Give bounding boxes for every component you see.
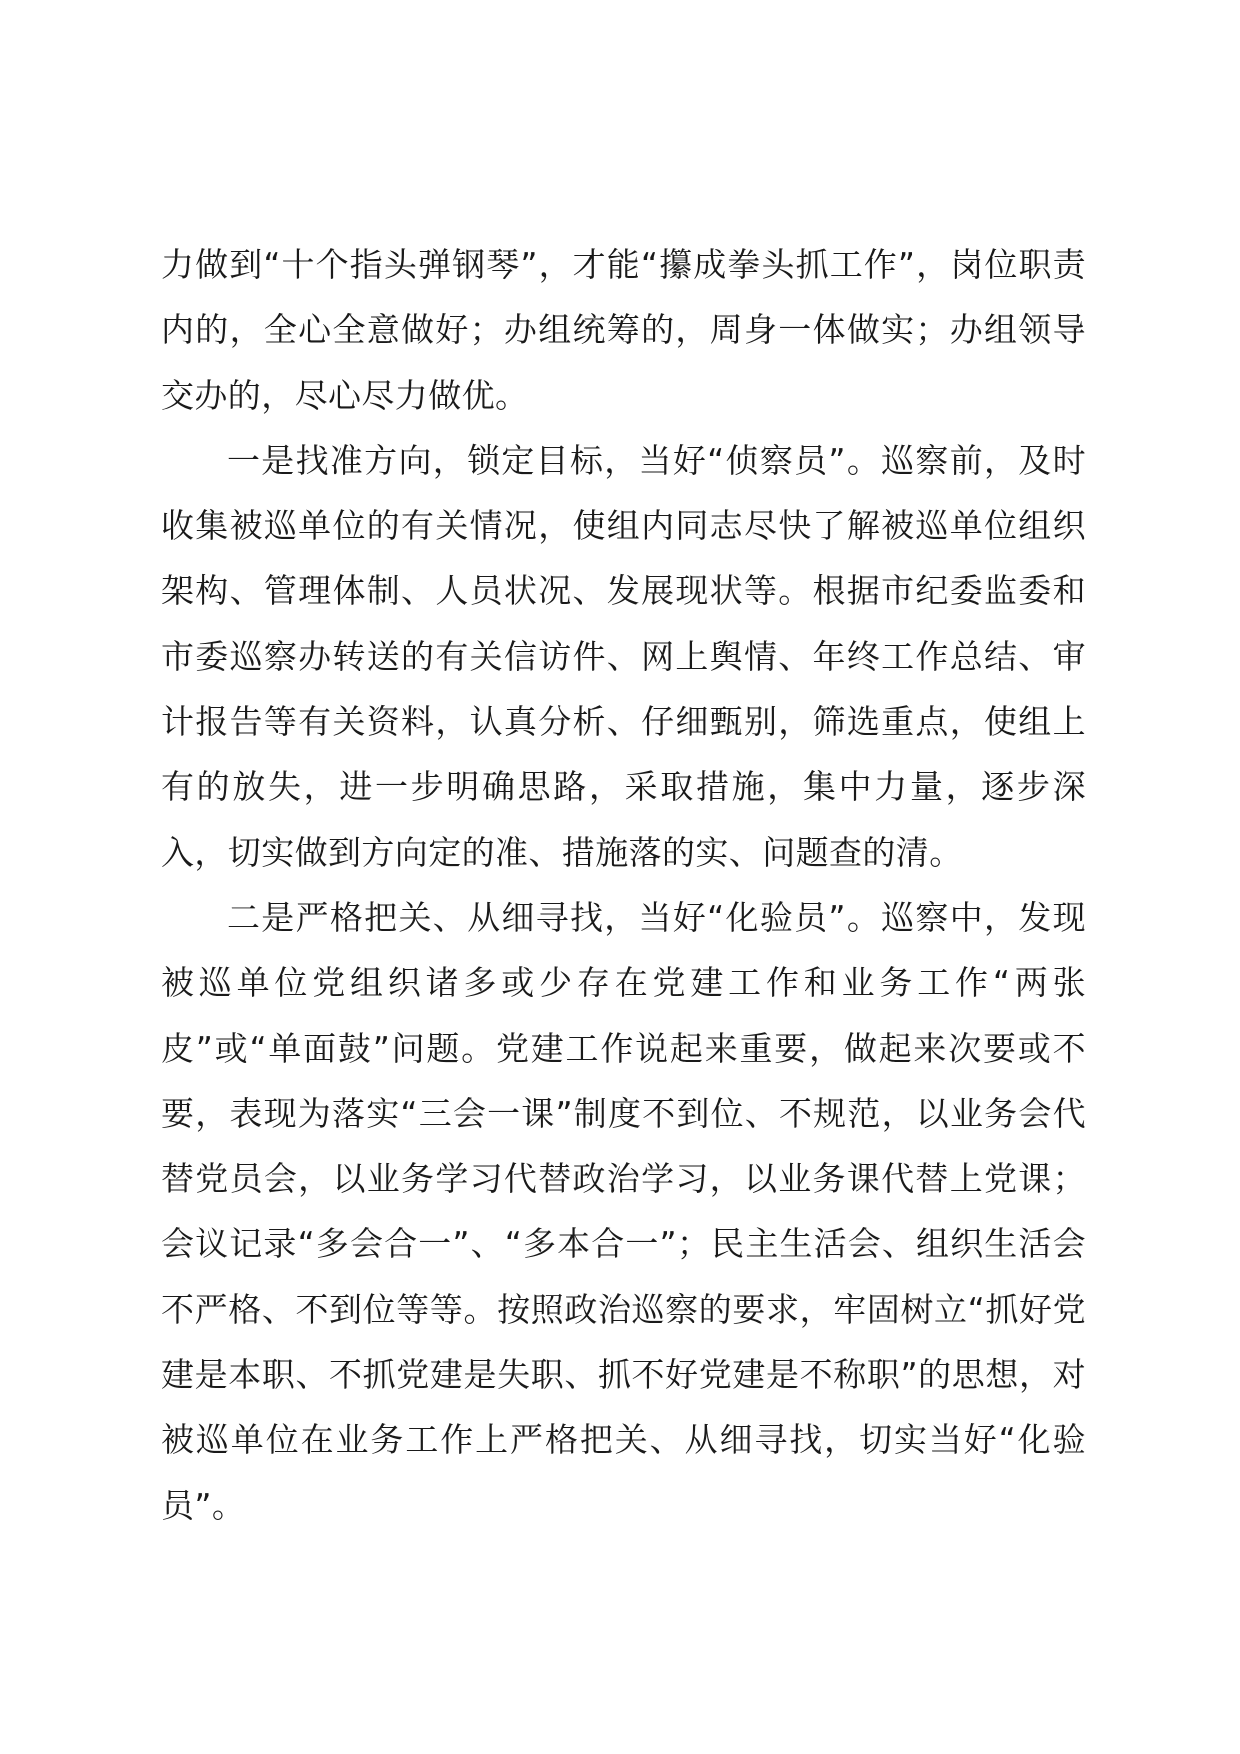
paragraph-continuation: 力做到“十个指头弹钢琴”，才能“攥成拳头抓工作”，岗位职责内的，全心全意做好；办组统筹的，周身一体做实；办组领导交办的，尽心尽力做优。 xyxy=(161,245,1086,415)
paragraph-point-one: 一是找准方向，锁定目标，当好“侦察员”。巡察前，及时收集被巡单位的有关情况，使组内同志尽快了解被巡单位组织架构、管理体制、人员状况、发展现状等。根据市纪委监委和市委巡察办转送的有关信访件、网上舆情、年终工作总结、审计报告等有关资料，认真分析、仔细甄别，筛选重点，使组上有的放失，进一步明确思路，采取措施，集中力量，逐步深入，切实做到方向定的准、措施落的实、问题查的清。 xyxy=(161,440,1086,872)
document-body xyxy=(161,232,1086,1538)
paragraph-point-two: 二是严格把关、从细寻找，当好“化验员”。巡察中，发现被巡单位党组织诸多或少存在党建工作和业务工作“两张皮”或“单面鼓”问题。党建工作说起来重要，做起来次要或不要，表现为落实“三会一课”制度不到位、不规范，以业务会代替党员会，以业务学习代替政治学习，以业务课代替上党课；会议记录“多会合一”、“多本合一”；民主生活会、组织生活会不严格、不到位等等。按照政治巡察的要求，牢固树立“抓好党建是本职、不抓党建是失职、抓不好党建是不称职”的思想，对被巡单位在业务工作上严格把关、从细寻找，切实当好“化验员”。 xyxy=(161,897,1086,1525)
